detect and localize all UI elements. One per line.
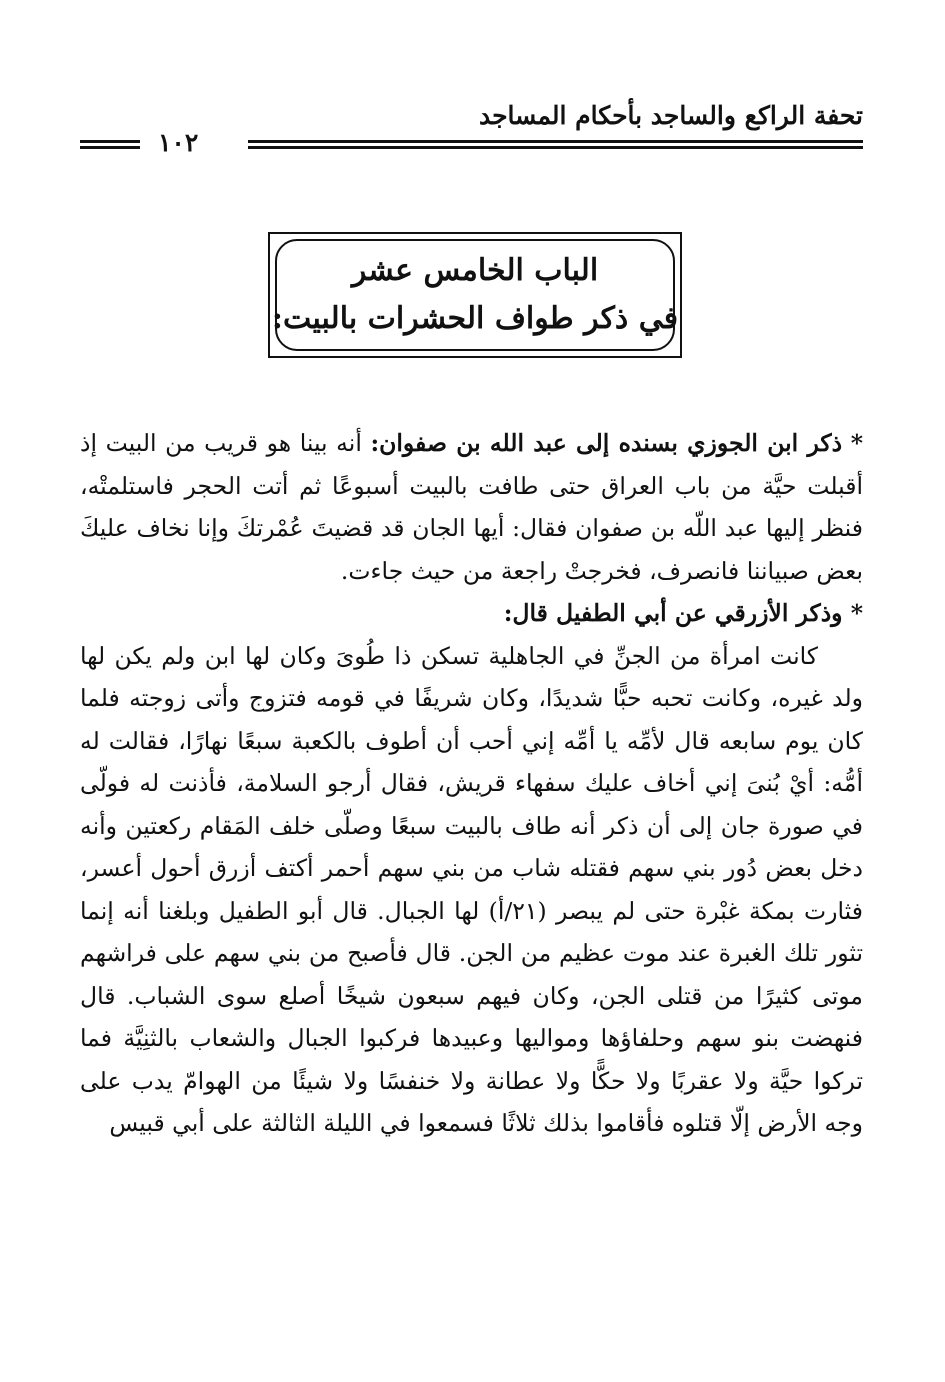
bullet-star-icon: * (850, 599, 863, 627)
paragraph-azraqi-heading (80, 592, 863, 635)
header-rule-line-top (248, 140, 863, 143)
bullet-star-icon: * (850, 429, 863, 457)
page-number: ١٠٢ (158, 128, 199, 157)
chapter-title-line-2: في ذكر طواف الحشرات بالبيت: (271, 301, 679, 336)
paragraph-ibn-aljawzi (80, 422, 863, 592)
header-rule-short-top (80, 140, 140, 143)
header-rule (80, 128, 863, 157)
paragraph-lead: وذكر الأزرقي عن أبي الطفيل قال: (503, 599, 843, 627)
paragraph-text: كانت امرأة من الجنِّ في الجاهلية تسكن ذا طُوىَ وكان لها ابن ولم يكن لها ولد غيره، وكانت تحبه حبًّا شديدًا، وكان شريفًا في قومه فتزوج وأتى زوجته فلما كان يوم سابعه قال لأمِّه يا أمِّه إني أحب أن أطوف بالكعبة سبعًا نهارًا، فقالت له أمُّه: أيْ بُنىَ إني أخاف عليك سفهاء قريش، فقال أرجو السلامة، فأذنت له فولّى في صورة جان إلى أن ذكر أنه طاف بالبيت سبعًا وصلّى خلف المَقام ركعتين وأنه دخل بعض دُور بني سهم فقتله شاب من بني سهم أحمر أكتف أزرق أحول أعسر، فثارت بمكة غبْرة حتى لم يبصر (٢١/أ) لها الجبال. قال أبو الطفيل وبلغنا أنه إنما تثور تلك الغبرة عند موت عظيم من الجن. قال فأصبح من بني سهم على فراشهم موتى كثيرًا من قتلى الجن، وكان فيهم سبعون شيخًا أصلع سوى الشباب. قال فنهضت بنو سهم وحلفاؤها ومواليها وعبيدها فركبوا الجبال والشعاب بالثنِيَّة فما تركوا حيَّة ولا عقربًا ولا حكًّا ولا عطانة ولا خنفسًا ولا شيئًا من الهوامّ يدب على وجه الأرض إلّا قتلوه فأقاموا بذلك ثلاثًا فسمعوا في الليلة الثالثة على أبي قبيس (80, 641, 863, 1137)
chapter-title-frame (268, 232, 682, 358)
header-rule-short-bottom (80, 146, 140, 149)
header-rule-line-bottom (248, 146, 863, 149)
chapter-title-inner-frame (271, 239, 679, 351)
chapter-title-line-1: الباب الخامس عشر (351, 253, 599, 288)
body-text (80, 422, 863, 1145)
paragraph-story (80, 635, 863, 1145)
paragraph-lead: ذكر ابن الجوزي بسنده إلى عبد الله بن صفوان: (370, 429, 843, 457)
paragraph-text: أنه بينا هو قريب من البيت إذ أقبلت حيَّة من باب العراق حتى طافت بالبيت أسبوعًا ثم أتت الحجر فاستلمتْه، فنظر إليها عبد اللّه بن صفوان فقال: أيها الجان قد قضيتَ عُمْرتكَ وإنا نخاف عليكَ بعض صبياننا فانصرف، فخرجتْ راجعة من حيث جاءت. (80, 429, 863, 585)
running-title: تحفة الراكع والساجد بأحكام المساجد (478, 101, 863, 130)
